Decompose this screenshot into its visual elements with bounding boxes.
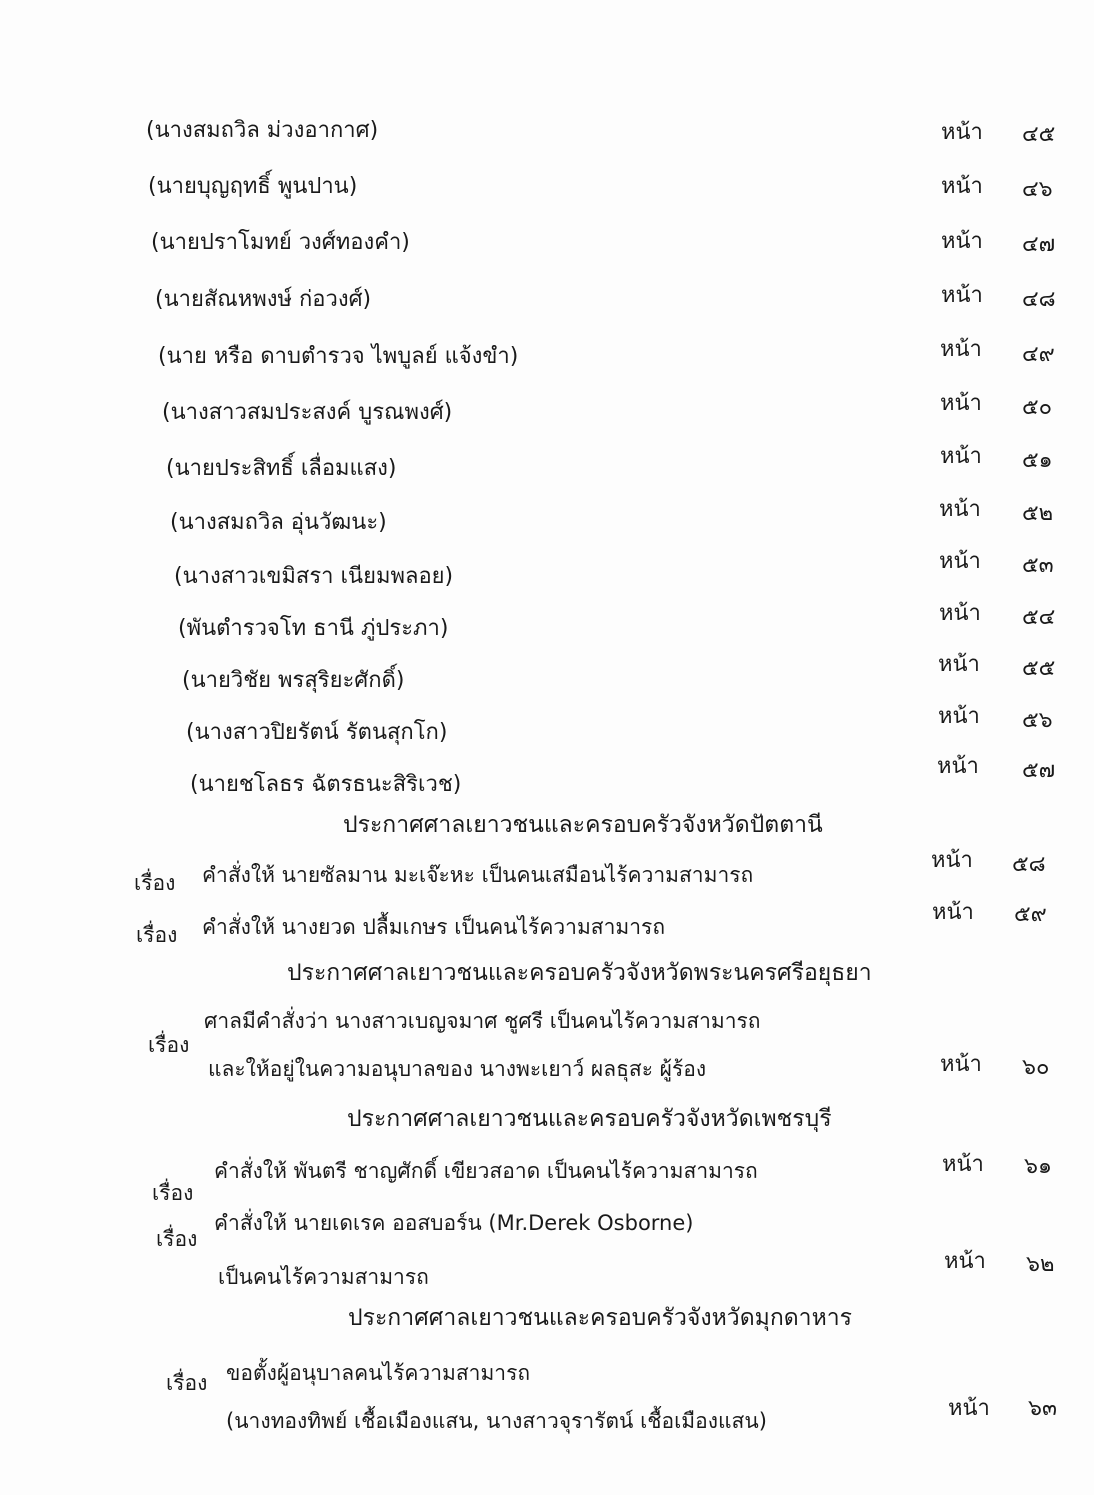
section-heading: ประกาศศาลเยาวชนและครอบครัวจังหวัดปัตตานี	[343, 812, 823, 838]
page-label: หน้า	[938, 652, 980, 677]
page-number: ๔๖	[1022, 177, 1053, 202]
page-number: ๖๓	[1028, 1396, 1058, 1421]
page-number: ๔๕	[1022, 122, 1056, 147]
page-label: หน้า	[939, 601, 981, 626]
page-label: หน้า	[941, 229, 983, 254]
page-number: ๕๗	[1022, 758, 1056, 783]
entry-name: (นางสาวเขมิสรา เนียมพลอย)	[174, 564, 454, 589]
page-label: หน้า	[938, 704, 980, 729]
entry-name: (พันตำรวจโท ธานี ภู่ประภา)	[178, 616, 449, 641]
subject-line: ศาลมีคำสั่งว่า นางสาวเบญจมาศ ชูศรี เป็นคนไร้ความสามารถ	[204, 1009, 761, 1033]
page-label: หน้า	[940, 444, 982, 469]
page-label: หน้า	[939, 549, 981, 574]
page-label: หน้า	[940, 1052, 982, 1077]
entry-name: (นางสาวสมประสงค์ บูรณพงศ์)	[162, 400, 453, 425]
entry-name: (นายชโลธร ฉัตรธนะสิริเวช)	[190, 772, 462, 797]
entry-name: (นายสัณหพงษ์ ก่อวงศ์)	[155, 287, 372, 312]
page-label: หน้า	[940, 391, 982, 416]
page-label: หน้า	[939, 497, 981, 522]
entry-name: (นายบุญฤทธิ์ พูนปาน)	[148, 174, 358, 199]
page-number: ๖๐	[1022, 1055, 1050, 1080]
entry-name: (นางสาวปิยรัตน์ รัตนสุกโก)	[186, 720, 448, 745]
subject-prefix: เรื่อง	[152, 1181, 194, 1205]
entry-name: (นายวิชัย พรสุริยะศักดิ์)	[182, 668, 405, 693]
page-number: ๖๒	[1026, 1252, 1055, 1277]
page-label: หน้า	[948, 1396, 990, 1421]
subject-line: คำสั่งให้ นายซัลมาน มะเจ๊ะหะ เป็นคนเสมือนไร้ความสามารถ	[202, 863, 754, 887]
page-label: หน้า	[932, 900, 974, 925]
page-label: หน้า	[944, 1249, 986, 1274]
page-number: ๕๑	[1022, 448, 1053, 473]
page-label: หน้า	[941, 174, 983, 199]
page-label: หน้า	[941, 120, 983, 145]
page-label: หน้า	[931, 848, 973, 873]
page-number: ๔๗	[1022, 232, 1056, 257]
page-number: ๔๘	[1022, 287, 1056, 312]
page-label: หน้า	[937, 754, 979, 779]
page-number: ๖๑	[1024, 1154, 1052, 1179]
subject-line: (นางทองทิพย์ เชื้อเมืองแสน, นางสาวจุรารัตน์ เชื้อเมืองแสน)	[226, 1409, 767, 1433]
subject-prefix: เรื่อง	[148, 1033, 190, 1057]
entry-name: (นางสมถวิล ม่วงอากาศ)	[146, 118, 379, 143]
subject-prefix: เรื่อง	[166, 1371, 208, 1395]
page-number: ๕๙	[1014, 902, 1047, 927]
subject-line: ขอตั้งผู้อนุบาลคนไร้ความสามารถ	[226, 1361, 531, 1385]
page-number: ๕๘	[1012, 852, 1046, 877]
subject-prefix: เรื่อง	[156, 1227, 198, 1251]
subject-line: คำสั่งให้ พันตรี ชาญศักดิ์ เขียวสอาด เป็นคนไร้ความสามารถ	[214, 1159, 758, 1183]
subject-line: คำสั่งให้ นางยวด ปลื้มเกษร เป็นคนไร้ความสามารถ	[202, 915, 666, 939]
subject-line: และให้อยู่ในความอนุบาลของ นางพะเยาว์ ผลธุสะ ผู้ร้อง	[208, 1057, 707, 1081]
page-number: ๕๐	[1022, 395, 1053, 420]
subject-line: เป็นคนไร้ความสามารถ	[218, 1265, 429, 1289]
entry-name: (นาย หรือ ดาบตำรวจ ไพบูลย์ แจ้งขำ)	[158, 344, 519, 369]
page-label: หน้า	[941, 283, 983, 308]
page-number: ๕๖	[1022, 708, 1053, 733]
page-label: หน้า	[942, 1152, 984, 1177]
entry-name: (นางสมถวิล อุ่นวัฒนะ)	[170, 510, 387, 535]
page-number: ๕๒	[1022, 501, 1054, 526]
subject-line: คำสั่งให้ นายเดเรค ออสบอร์น (Mr.Derek Osborne)	[214, 1211, 694, 1235]
section-heading: ประกาศศาลเยาวชนและครอบครัวจังหวัดมุกดาหาร	[348, 1305, 853, 1331]
page-number: ๔๙	[1022, 342, 1055, 367]
entry-name: (นายปราโมทย์ วงศ์ทองคำ)	[151, 230, 410, 255]
section-heading: ประกาศศาลเยาวชนและครอบครัวจังหวัดเพชรบุรี	[347, 1106, 832, 1132]
subject-prefix: เรื่อง	[134, 871, 176, 895]
page-number: ๕๓	[1022, 553, 1054, 578]
page-number: ๕๕	[1022, 656, 1056, 681]
entry-name: (นายประสิทธิ์ เลื่อมแสง)	[166, 456, 397, 481]
page-label: หน้า	[940, 337, 982, 362]
page-number: ๕๔	[1022, 605, 1056, 630]
subject-prefix: เรื่อง	[136, 923, 178, 947]
section-heading: ประกาศศาลเยาวชนและครอบครัวจังหวัดพระนครศรีอยุธยา	[287, 960, 872, 986]
